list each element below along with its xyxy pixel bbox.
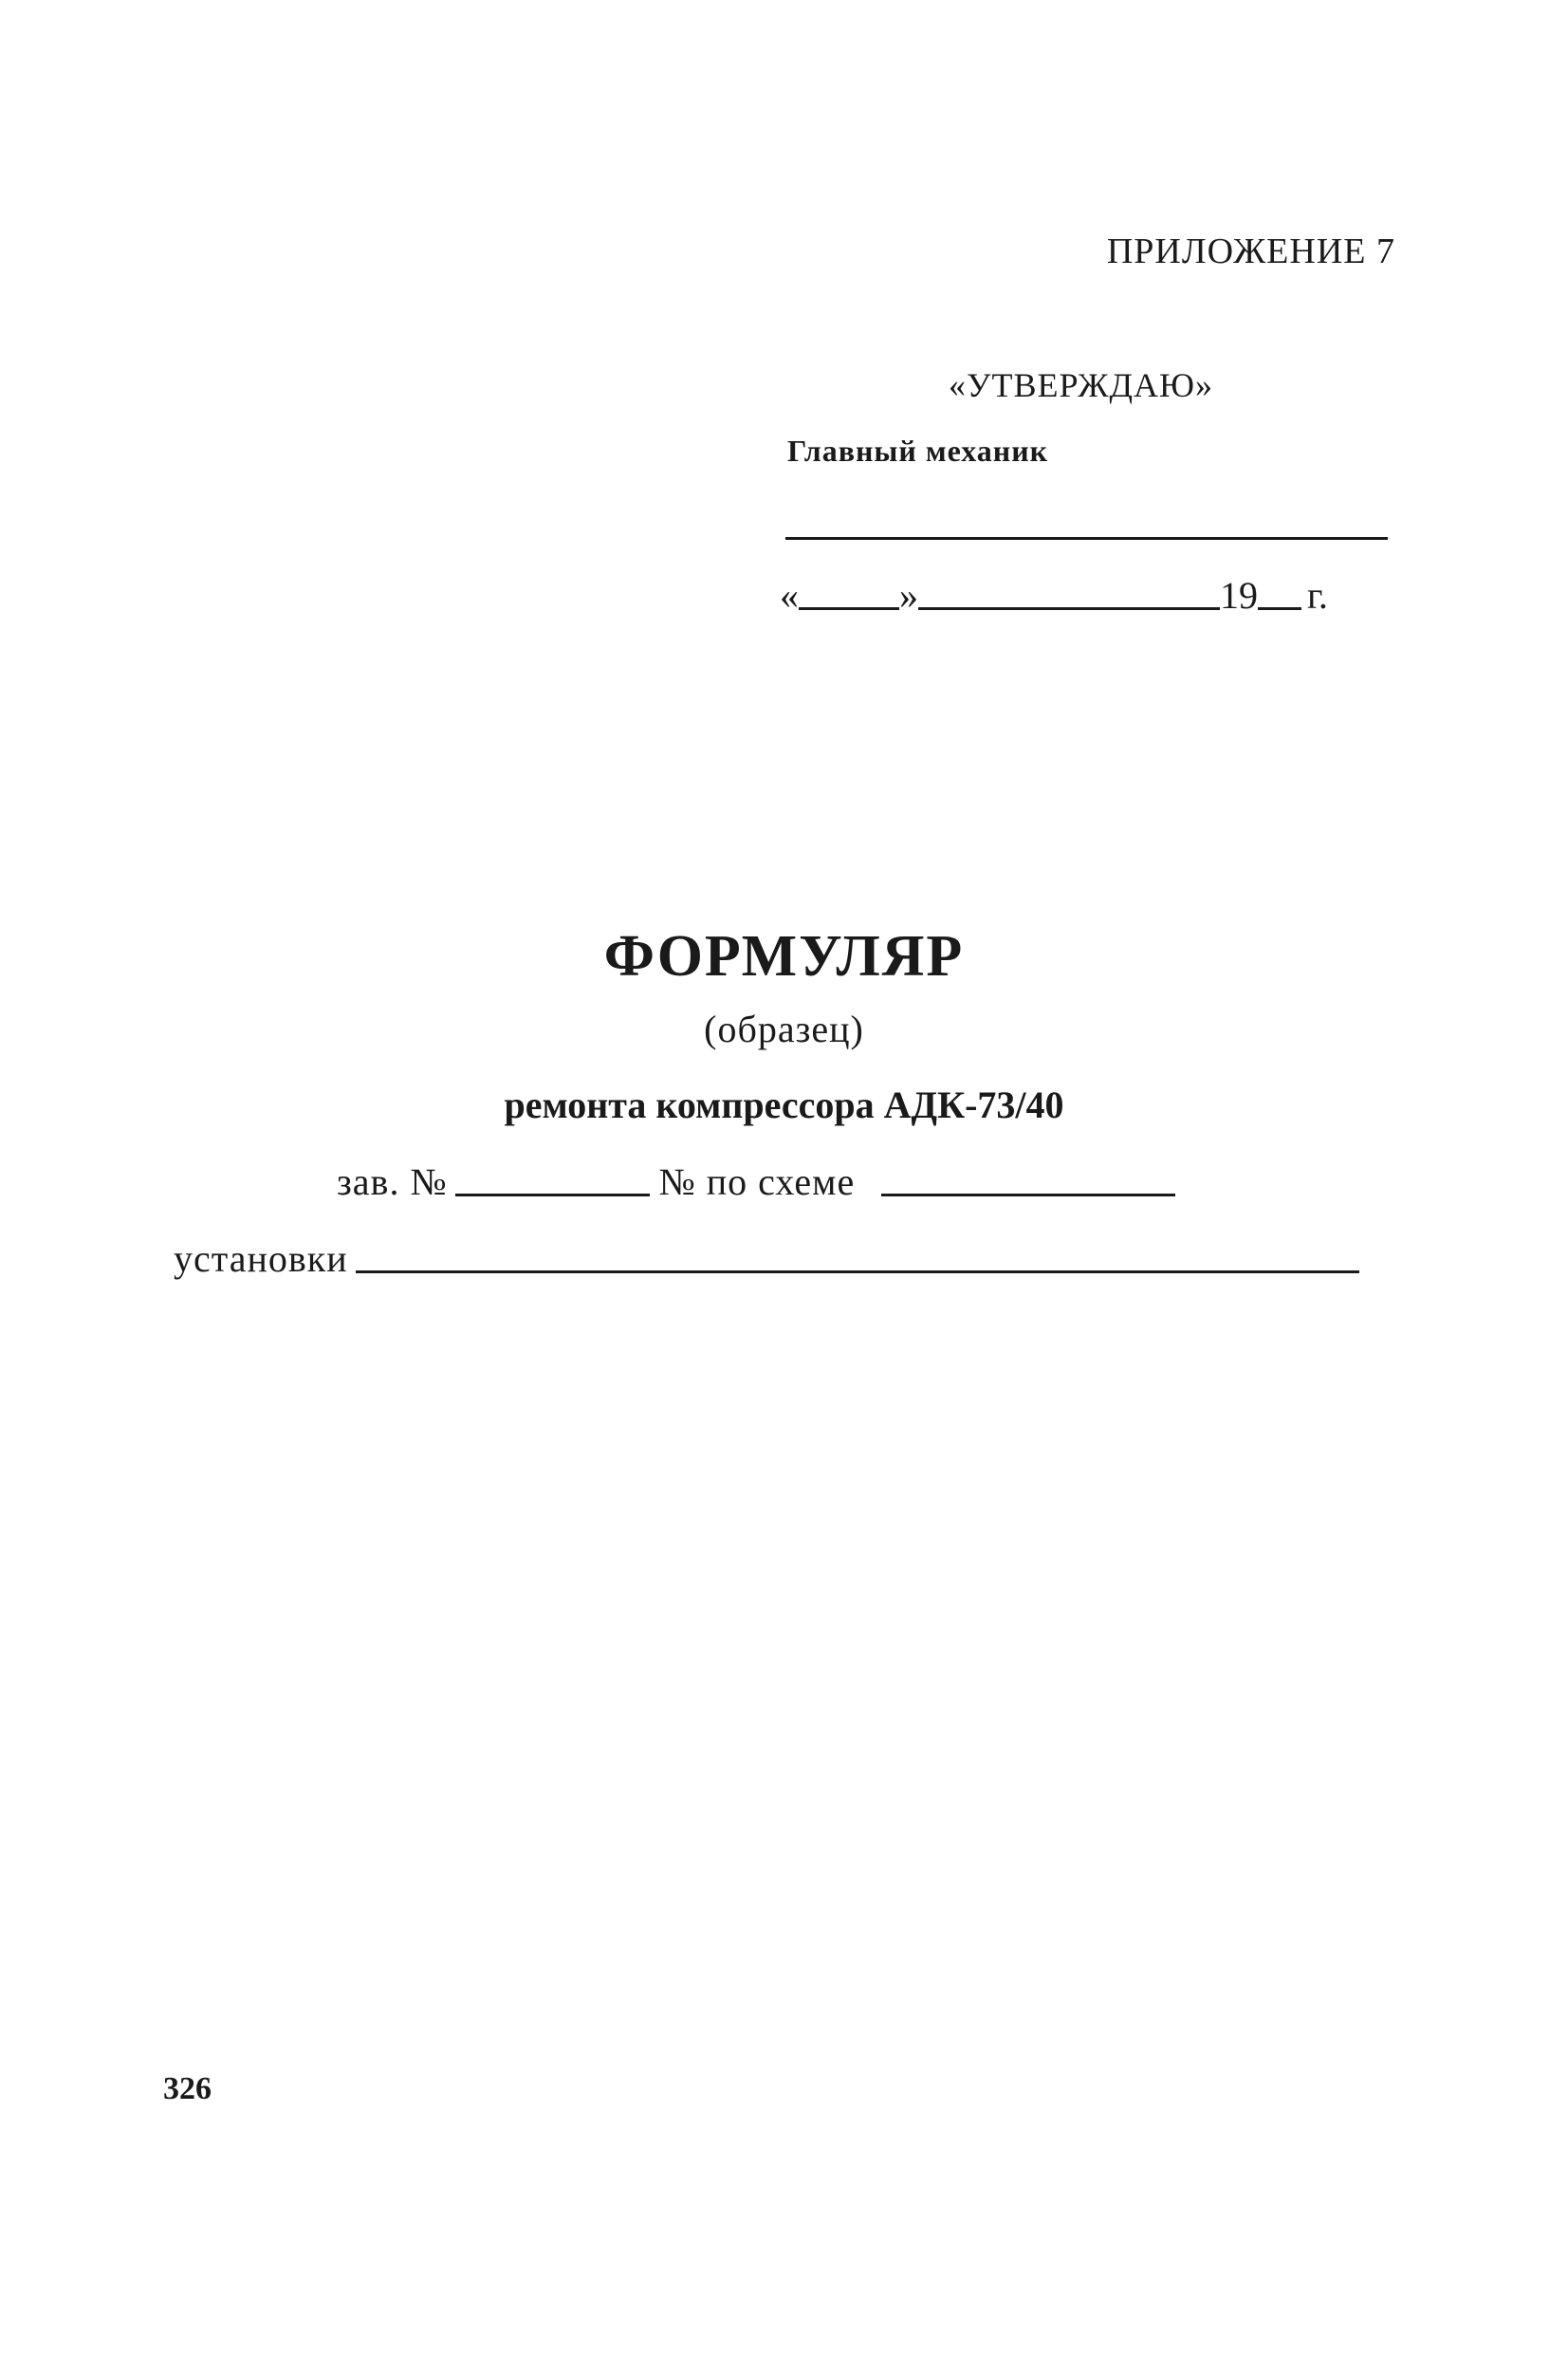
- appendix-heading: ПРИЛОЖЕНИЕ 7: [1106, 232, 1395, 271]
- year-prefix: 19: [1220, 574, 1258, 617]
- page-number: 326: [163, 2071, 212, 2106]
- signature-line: [785, 537, 1388, 540]
- date-close-quote: »: [899, 574, 918, 617]
- form-subtitle: (образец): [704, 1008, 864, 1050]
- year-blank: [1258, 579, 1301, 610]
- installation-blank: [356, 1242, 1359, 1273]
- installation-label: установки: [174, 1237, 348, 1280]
- form-title: ФОРМУЛЯР: [603, 924, 965, 989]
- factory-number-row: [337, 1159, 1175, 1204]
- day-blank: [799, 579, 899, 610]
- scheme-number-blank: [881, 1165, 1175, 1196]
- factory-number-label: зав. №: [337, 1160, 448, 1203]
- repair-description: ремонта компрессора АДК-73/40: [504, 1084, 1064, 1126]
- date-open-quote: «: [780, 574, 799, 617]
- factory-number-blank: [455, 1165, 650, 1196]
- approval-stamp-heading: «УТВЕРЖДАЮ»: [949, 366, 1214, 404]
- scheme-number-label: № по схеме: [658, 1160, 856, 1203]
- installation-row: [174, 1236, 1359, 1281]
- month-blank: [918, 579, 1220, 610]
- approver-position: Главный механик: [787, 434, 1049, 468]
- approval-date-row: [780, 573, 1328, 618]
- year-suffix: г.: [1307, 574, 1328, 617]
